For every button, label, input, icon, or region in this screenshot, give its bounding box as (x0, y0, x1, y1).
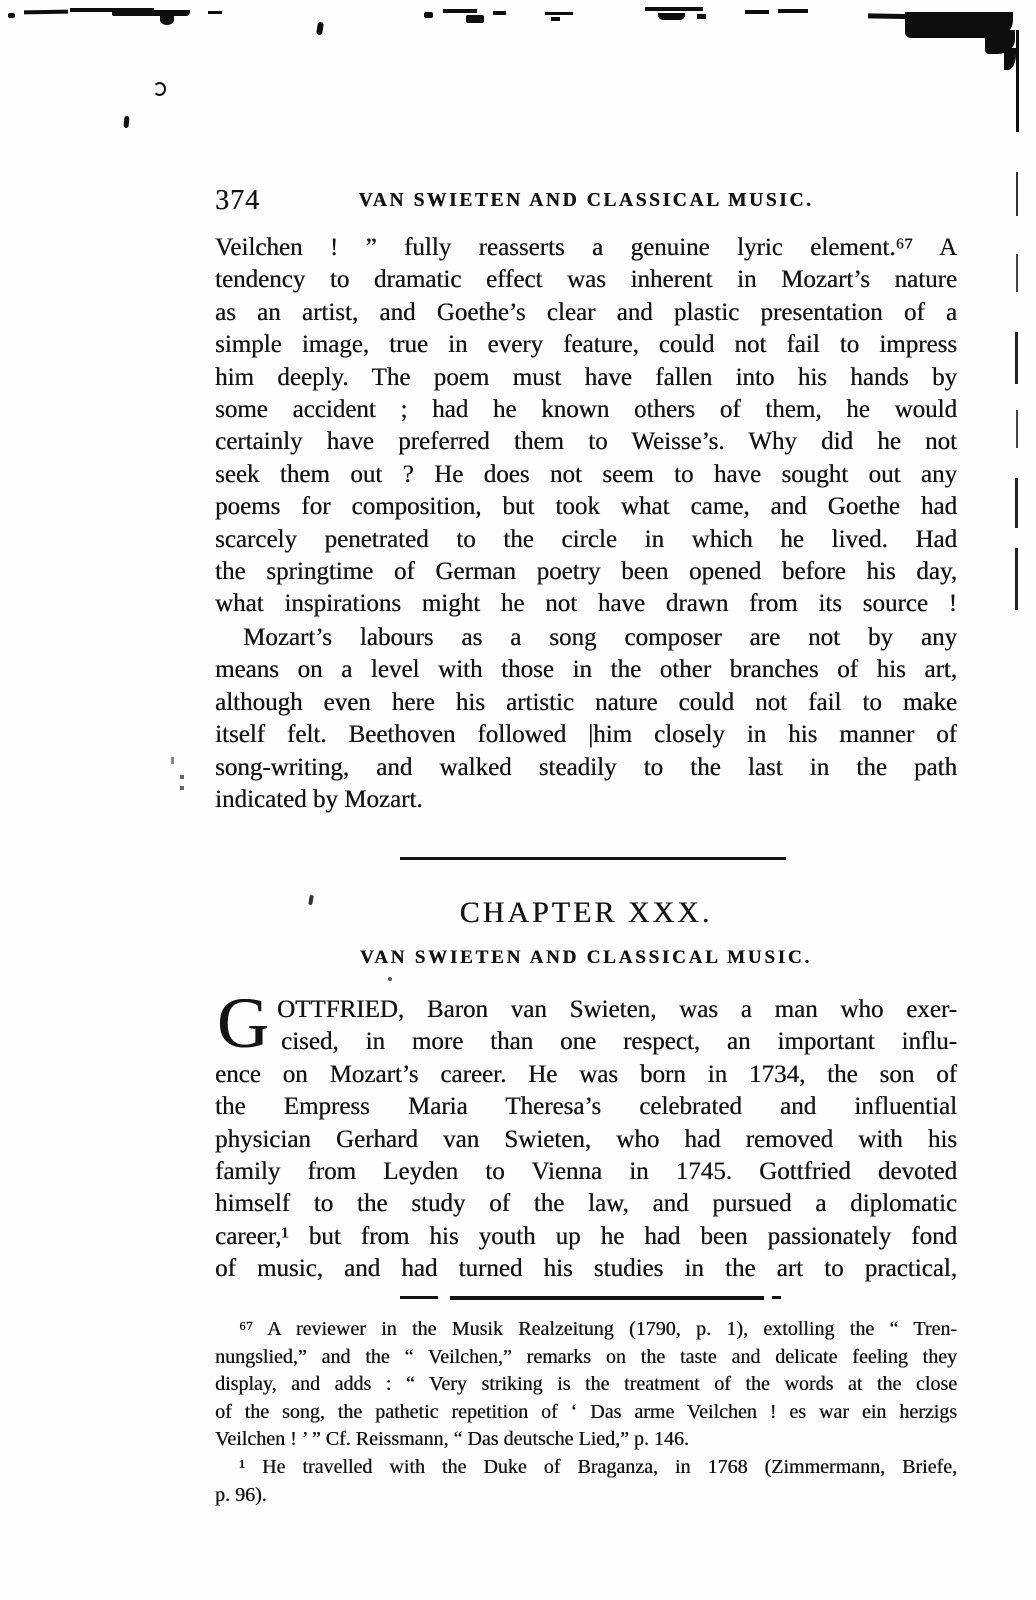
text-line: means on a level with those in the other branches of his art, (215, 656, 957, 684)
scan-artifact (778, 9, 808, 13)
paragraph (215, 622, 957, 816)
text-line: family from Leyden to Vienna in 1745. Gottfried devoted (215, 1157, 957, 1185)
text-line: p. 96). (215, 1483, 267, 1506)
scan-artifact (551, 17, 560, 21)
text-line: Veilchen ! ’ ” Cf. Reissmann, “ Das deutsche Lied,” p. 146. (215, 1428, 689, 1451)
text-line: the Empress Maria Theresa’s celebrated and influential (215, 1093, 957, 1121)
running-header: VAN SWIETEN AND CLASSICAL MUSIC. (358, 190, 814, 211)
text-line: Mozart’s labours as a song composer are not by any (243, 624, 957, 651)
paragraph-continuation (215, 232, 957, 621)
text-line: of music, and had turned his studies in the art to practical, (215, 1255, 957, 1283)
footnote-divider-segment (450, 1296, 764, 1300)
scan-artifact (658, 13, 685, 20)
text-line: as an artist, and Goethe’s clear and plastic presentation of a (215, 298, 957, 326)
scan-artifact (1016, 254, 1018, 292)
text-line: scarcely penetrated to the circle in which he lived. Had (215, 525, 957, 553)
scan-artifact (1015, 478, 1018, 528)
text-line: seek them out ? He does not seem to have sought out any (215, 460, 957, 488)
scan-artifact (1004, 48, 1016, 70)
text-line: some accident ; had he known others of them, he would (215, 395, 957, 423)
text-line: itself felt. Beethoven followed |him closely in his manner of (215, 721, 957, 749)
scan-artifact (112, 10, 190, 16)
text-line: cised, in more than one respect, an important influ- (281, 1028, 957, 1056)
text-line: tendency to dramatic effect was inherent in Mozart’s nature (215, 266, 957, 294)
scan-artifact (1016, 410, 1018, 448)
text-line: ¹ He travelled with the Duke of Braganza, in 1768 (Zimmermann, Briefe, (239, 1456, 957, 1478)
scan-artifact (123, 116, 129, 128)
footnote-divider-segment (400, 1296, 438, 1299)
scan-artifact (1015, 548, 1018, 610)
text-line: display, and adds : “ Very striking is the treatment of the words at the close (215, 1373, 957, 1396)
text-line: certainly have preferred them to Weisse’s. Why did he not (215, 428, 957, 456)
page-number: 374 (215, 185, 260, 216)
text-line: poems for composition, but took what came, and Goethe had (215, 493, 957, 521)
text-line: ence on Mozart’s career. He was born in 1734, the son of (215, 1060, 957, 1088)
scan-artifact (1016, 172, 1018, 216)
scan-artifact (160, 15, 174, 25)
text-line: simple image, true in every feature, could not fail to impress (215, 331, 957, 359)
text-line: although even here his artistic nature could not fail to make (215, 688, 957, 716)
text-line: song-writing, and walked steadily to the last in the path (215, 753, 957, 781)
footnote-divider-segment (772, 1296, 781, 1299)
scan-artifact (316, 22, 324, 36)
scan-artifact (424, 12, 433, 18)
text-line: indicated by Mozart. (215, 785, 423, 813)
scan-artifact (645, 7, 703, 11)
text-line: what inspirations might he not have drawn from its source ! (215, 590, 957, 618)
chapter-paragraph-lines (215, 983, 957, 1286)
text-line: nungslied,” and the “ Veilchen,” remarks on the taste and delicate feeling they (215, 1345, 957, 1368)
text-line: himself to the study of the law, and pursued a diplomatic (215, 1190, 957, 1218)
scan-artifact (24, 10, 68, 15)
scan-artifact (493, 11, 506, 15)
text-line: Veilchen ! ” fully reasserts a genuine lyric element.⁶⁷ A (215, 234, 957, 261)
scan-artifact (1016, 30, 1019, 132)
text-line: him deeply. The poem must have fallen into his hands by (215, 363, 957, 391)
scan-artifact (8, 13, 15, 18)
scan-artifact (1015, 332, 1018, 384)
scan-artifact (697, 14, 706, 19)
text-line: the springtime of German poetry been opened before his day, (215, 557, 957, 585)
chapter-divider-rule (400, 857, 786, 860)
scan-artifact (208, 11, 222, 14)
scan-artifact (466, 15, 484, 23)
text-line: physician Gerhard van Swieten, who had removed with his (215, 1125, 957, 1153)
chapter-paragraph (215, 983, 957, 1286)
text-line: of the song, the pathetic repetition of ‘ Das arme Veilchen ! es war ein herzigs (215, 1400, 957, 1423)
scan-artifact (388, 977, 392, 981)
text-line: OTTFRIED, Baron van Swieten, was a man who exer- (277, 996, 957, 1023)
text-line: ⁶⁷ A reviewer in the Musik Realzeitung (1790, p. 1), extolling the “ Tren- (239, 1318, 957, 1340)
chapter-subheading: VAN SWIETEN AND CLASSICAL MUSIC. (360, 947, 812, 968)
drop-cap-letter: G (217, 983, 269, 1063)
footnote-1 (215, 1454, 957, 1509)
scan-artifact (171, 757, 174, 764)
text-line: career,¹ but from his youth up he had been passionately fond (215, 1222, 957, 1250)
scan-artifact (745, 10, 769, 14)
footnote-67 (215, 1316, 957, 1454)
scan-artifact (545, 12, 573, 15)
chapter-heading: CHAPTER XXX. (459, 896, 713, 929)
scan-artifact (180, 775, 184, 779)
scan-artifact (443, 9, 477, 13)
scan-artifact (153, 82, 166, 96)
